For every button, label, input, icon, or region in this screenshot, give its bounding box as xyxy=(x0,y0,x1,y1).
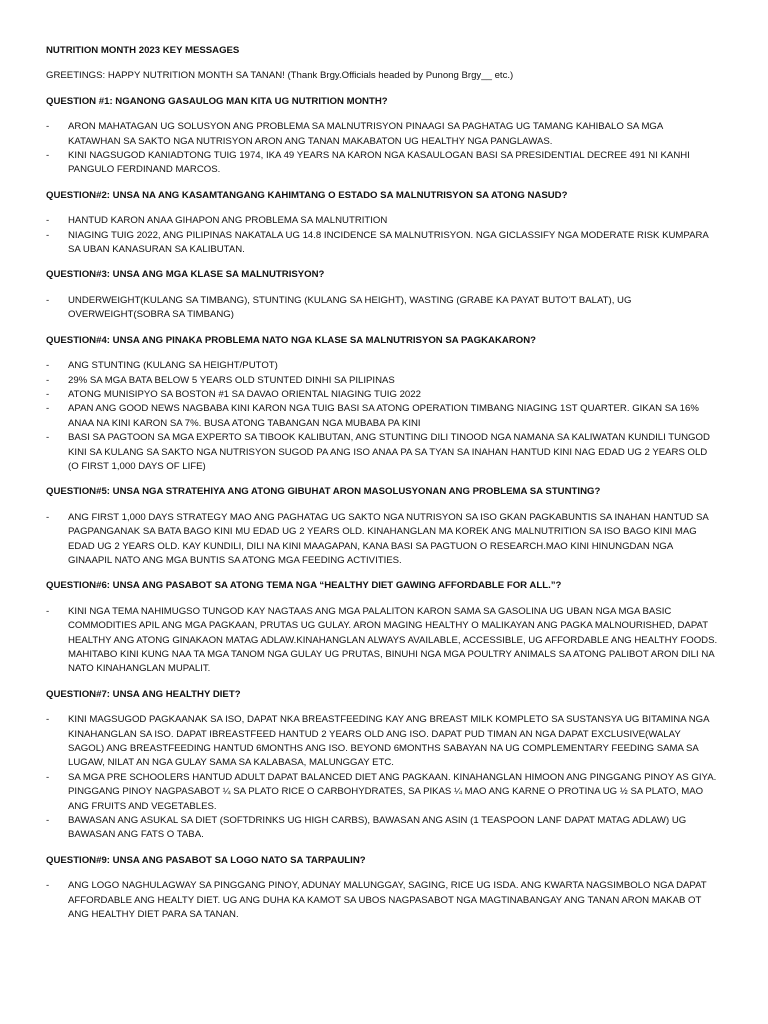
answer-text: BASI SA PAGTOON SA MGA EXPERTO SA TIBOOK KALIBUTAN, ANG STUNTING DILI TINOOD NGA NAMANA SA KALIWATAN KUNDILI TUNGOD KINI SA KULANG SA SAKTO NGA NUTRISYON SUGOD PA ANG ISO ANAA PA SA TYAN SA INAHAN HANTUD KINI NAG EDAD UG 2 YEARS OLD (O FIRST 1,000 DAYS OF LIFE) xyxy=(68,432,710,472)
bullet-dash: - xyxy=(46,432,50,444)
answer-text: BAWASAN ANG ASUKAL SA DIET (SOFTDRINKS UG HIGH CARBS), BAWASAN ANG ASIN (1 TEASPOON LANF DAPAT MATAG ADLAW) UG BAWASAN ANG FATS O TABA. xyxy=(68,815,687,841)
answer-text: NIAGING TUIG 2022, ANG PILIPINAS NAKATALA UG 14.8 INCIDENCE SA MALNUTRISYON. NGA GICLASSIFY NGA MODERATE RISK KUMPARA SA UBAN KANASURAN SA KALIBUTAN. xyxy=(68,229,709,256)
answer-item xyxy=(46,149,718,178)
question-heading: QUESTION#6: UNSA ANG PASABOT SA ATONG TEMA NGA “HEALTHY DIET GAWING AFFORDABLE FOR ALL.”? xyxy=(46,580,562,592)
bullet-dash: - xyxy=(46,294,50,306)
answer-list xyxy=(46,214,718,257)
answer-item xyxy=(46,374,718,388)
answer-item xyxy=(46,814,718,843)
answer-text: KINI NAGSUGOD KANIADTONG TUIG 1974, IKA 49 YEARS NA KARON NGA KASAULOGAN BASI SA PRESIDENTIAL DECREE 491 NI KANHI PANGULO FERDINAND MARCOS. xyxy=(68,150,690,176)
bullet-dash: - xyxy=(46,605,50,617)
answer-item xyxy=(46,294,718,323)
answer-list xyxy=(46,359,718,474)
answer-text: ANG FIRST 1,000 DAYS STRATEGY MAO ANG PAGHATAG UG SAKTO NGA NUTRISYON SA ISO GKAN PAGKABUNTIS SA INAHAN HANTUD SA PAGPANGANAK SA BATA BAGO KINI MU EDAD UG 2 YEARS OLD. KINAHANGLAN MA KOREK ANG MALNUTRITION SA ISO BAGO KINI MAG EDAD UG 2 YEARS OLD. KAY KUNDILI, DILI NA KINI MAAGAPAN, KANA BASI SA PAGTUON O RESEARCH.MAO KINI HINUNGDAN NGA GINAAPIL NATO ANG MGA BUNTIS SA ATONG MGA FEEDING ACTIVITIES. xyxy=(68,511,709,566)
answer-item xyxy=(46,229,718,258)
question-heading: QUESTION#5: UNSA NGA STRATEHIYA ANG ATONG GIBUHAT ARON MASOLUSYONAN ANG PROBLEMA SA STUNTING? xyxy=(46,486,601,498)
greeting-text: GREETINGS: HAPPY NUTRITION MONTH SA TANAN! (Thank Brgy.Officials headed by Punong Brgy__ etc.) xyxy=(46,70,514,82)
answer-text: UNDERWEIGHT(KULANG SA TIMBANG), STUNTING (KULANG SA HEIGHT), WASTING (GRABE KA PAYAT BUTO’T BALAT), UG OVERWEIGHT(SOBRA SA TIMBANG) xyxy=(68,294,632,321)
answer-list xyxy=(46,713,718,843)
bullet-dash: - xyxy=(46,403,50,415)
question-heading: QUESTION#4: UNSA ANG PINAKA PROBLEMA NATO NGA KLASE SA MALNUTRISYON SA PAGKAKARON? xyxy=(46,334,537,346)
answer-item xyxy=(46,120,718,149)
bullet-dash: - xyxy=(46,815,50,827)
bullet-dash: - xyxy=(46,714,50,726)
bullet-dash: - xyxy=(46,229,50,241)
answer-list xyxy=(46,511,718,569)
answer-text: APAN ANG GOOD NEWS NAGBABA KINI KARON NGA TUIG BASI SA ATONG OPERATION TIMBANG NIAGING 1ST QUARTER. GIKAN SA 16% ANAA NA KINI KARON SA 7%. BUSA ATONG TABANGAN NGA MUBABA PA KINI xyxy=(68,403,699,429)
bullet-dash: - xyxy=(46,880,50,892)
answer-item xyxy=(46,713,718,771)
answer-list xyxy=(46,879,718,922)
answer-text: 29% SA MGA BATA BELOW 5 YEARS OLD STUNTED DINHI SA PILIPINAS xyxy=(68,374,395,386)
answer-text: KINI NGA TEMA NAHIMUGSO TUNGOD KAY NAGTAAS ANG MGA PALALITON KARON SAMA SA GASOLINA UG UBAN NGA MGA BASIC COMMODITIES APIL ANG MGA PAGKAAN, PRUTAS UG GULAY. ARON MAGING HEALTHY O MALIKAYAN ANG PAGKA MALNOURISHED, DAPAT HEALTHY ANG ATONG GINAKAON MATAG ADLAW.KINAHANGLAN ALWAYS AVAILABLE, ACCESSIBLE, UG AFFORDABLE ANG HEALTHY FOODS. MAHITABO KINI KUNG NAA TA MGA TANOM NGA GULAY UG PRUTAS, BINUHI NGA MGA POULTRY ANIMALS SA ATONG PALIBOT ARON DILI NA NATO KINAHANGLAN MUPALIT. xyxy=(68,605,718,675)
answer-text: ATONG MUNISIPYO SA BOSTON #1 SA DAVAO ORIENTAL NIAGING TUIG 2022 xyxy=(68,388,421,400)
question-heading: QUESTION#9: UNSA ANG PASABOT SA LOGO NATO SA TARPAULIN? xyxy=(46,854,366,866)
bullet-dash: - xyxy=(46,511,50,523)
bullet-dash: - xyxy=(46,388,50,400)
answer-list xyxy=(46,605,718,677)
answer-item xyxy=(46,388,718,402)
answer-text: ANG STUNTING (KULANG SA HEIGHT/PUTOT) xyxy=(68,360,278,372)
answer-item xyxy=(46,605,718,677)
answer-text: SA MGA PRE SCHOOLERS HANTUD ADULT DAPAT BALANCED DIET ANG PAGKAAN. KINAHANGLAN HIMOON ANG PINGGANG PINOY AS GIYA. PINGGANG PINOY NAGPASABOT ¼ SA PLATO RICE O CARBOHYDRATES, SA PIKAS ¼ MAO ANG KARNE O PROTINA UG ½ SA PLATO, MAO ANG FRUITS AND VEGETABLES. xyxy=(68,771,717,812)
bullet-dash: - xyxy=(46,150,50,162)
answer-item xyxy=(46,771,718,814)
answer-text: ANG LOGO NAGHULAGWAY SA PINGGANG PINOY, ADUNAY MALUNGGAY, SAGING, RICE UG ISDA. ANG KWARTA NAGSIMBOLO NGA DAPAT AFFORDABLE ANG HEALTY DIET. UG ANG DUHA KA KAMOT SA UBOS NAGPASABOT NGA MAGTINABANGAY ANG TANAN ARON MAKAB OT ANG HEALTHY DIET PARA SA TANAN. xyxy=(68,880,707,921)
answer-list xyxy=(46,294,718,323)
bullet-dash: - xyxy=(46,215,50,227)
questions-section xyxy=(46,95,718,923)
answer-list xyxy=(46,120,718,178)
bullet-dash: - xyxy=(46,360,50,372)
answer-item xyxy=(46,511,718,569)
bullet-dash: - xyxy=(46,374,50,386)
bullet-dash: - xyxy=(46,121,50,133)
answer-item xyxy=(46,402,718,431)
answer-item xyxy=(46,879,718,922)
answer-text: ARON MAHATAGAN UG SOLUSYON ANG PROBLEMA SA MALNUTRISYON PINAAGI SA PAGHATAG UG TAMANG KAHIBALO SA MGA KATAWHAN SA SAKTO NGA NUTRISYON ARON ANG TANAN MAKABATON UG HEALTHY NGA PANGLAWAS. xyxy=(68,121,663,147)
answer-item xyxy=(46,431,718,474)
question-heading: QUESTION#3: UNSA ANG MGA KLASE SA MALNUTRISYON? xyxy=(46,269,325,281)
question-heading: QUESTION#2: UNSA NA ANG KASAMTANGANG KAHIMTANG O ESTADO SA MALNUTRISYON SA ATONG NASUD? xyxy=(46,189,568,201)
bullet-dash: - xyxy=(46,771,50,783)
answer-text: HANTUD KARON ANAA GIHAPON ANG PROBLEMA SA MALNUTRITION xyxy=(68,215,388,227)
question-heading: QUESTION #1: NGANONG GASAULOG MAN KITA UG NUTRITION MONTH? xyxy=(46,95,388,107)
question-heading: QUESTION#7: UNSA ANG HEALTHY DIET? xyxy=(46,688,241,700)
answer-item xyxy=(46,359,718,373)
answer-item xyxy=(46,214,718,228)
answer-text: KINI MAGSUGOD PAGKAANAK SA ISO, DAPAT NKA BREASTFEEDING KAY ANG BREAST MILK KOMPLETO SA SUSTANSYA UG BITAMINA NGA KINAHANGLAN SA ISO. DAPAT IBREASTFEED HANTUD 2 YEARS OLD ANG ISO. DAPAT PUD TIMAN AN NGA DAPAT EXCLUSIVE(WALAY SAGOL) ANG BREASTFEEDING HANTUD 6MONTHS ANG ISO. BEYOND 6MONTHS SABAYAN NA UG COMPLEMENTARY FEEDING SAMA SA LUGAW, NILAT AN NGA GULAY SAMA SA KALABASA, MALUNGGAY ETC. xyxy=(68,714,709,769)
document-title: NUTRITION MONTH 2023 KEY MESSAGES xyxy=(46,45,240,56)
